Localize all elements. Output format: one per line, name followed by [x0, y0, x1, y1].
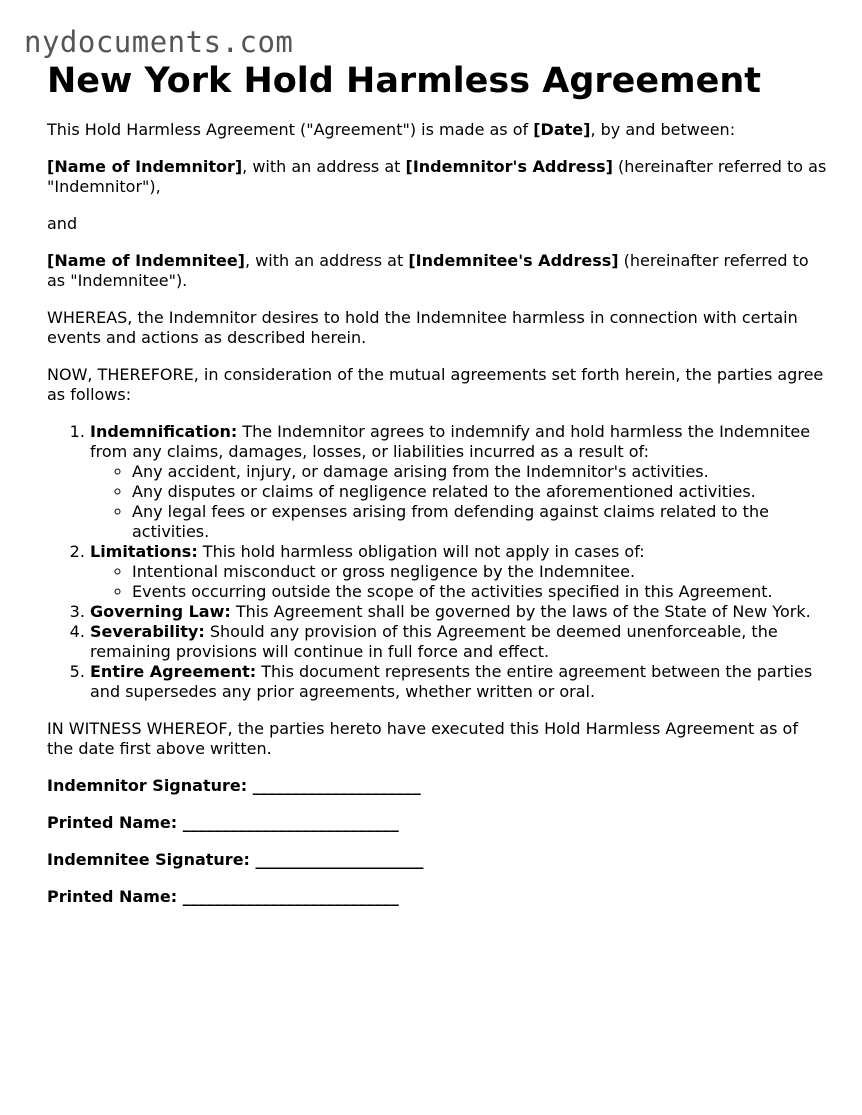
- clause-heading: Governing Law:: [90, 602, 231, 621]
- clause-heading: Entire Agreement:: [90, 662, 257, 681]
- clause-text: This document represents the entire agreement between the parties and supersedes any prior agreements, whether written or oral.: [90, 662, 813, 701]
- clause-item: [90, 662, 827, 702]
- indemnitee-name-placeholder: [Name of Indemnitee]: [47, 251, 245, 270]
- clause-text: The Indemnitor agrees to indemnify and hold harmless the Indemnitee from any claims, damages, losses, or liabilities incurred as a result of:: [90, 422, 811, 461]
- clause-item: [90, 542, 827, 602]
- indemnitor-text-2: (hereinafter referred to as "Indemnitor"),: [47, 157, 827, 196]
- subitem: ◦ Intentional misconduct or gross negligence by the Indemnitee.: [132, 562, 827, 582]
- clause-heading: Indemnification:: [90, 422, 238, 441]
- clause-heading: Limitations:: [90, 542, 198, 561]
- clause-item: [90, 602, 827, 622]
- intro-text-2: , by and between:: [590, 120, 736, 139]
- subitem: ◦ Any disputes or claims of negligence related to the aforementioned activities.: [132, 482, 827, 502]
- clause-text: This Agreement shall be governed by the laws of the State of New York.: [230, 602, 811, 621]
- subitem: ◦ Events occurring outside the scope of the activities specified in this Agreement.: [132, 582, 827, 602]
- indemnitor-signature-line[interactable]: Indemnitor Signature: _____________________: [47, 776, 421, 795]
- clause-item: [90, 422, 827, 542]
- intro-paragraph: [47, 120, 827, 140]
- witness-paragraph: IN WITNESS WHEREOF, the parties hereto have executed this Hold Harmless Agreement as of the date first above written.: [47, 719, 798, 758]
- clause-heading: Severability:: [90, 622, 205, 641]
- whereas-paragraph: WHEREAS, the Indemnitor desires to hold the Indemnitee harmless in connection with certain events and actions as described herein.: [47, 308, 798, 347]
- subitem: ◦ Any accident, injury, or damage arising from the Indemnitor's activities.: [132, 462, 827, 482]
- date-placeholder: [Date]: [533, 120, 591, 139]
- clause-item: [90, 622, 827, 662]
- intro-text-1: This Hold Harmless Agreement ("Agreement") is made as of: [47, 120, 534, 139]
- subitem: ◦ Any legal fees or expenses arising from defending against claims related to the activities.: [132, 502, 827, 542]
- clauses-list: [47, 422, 827, 702]
- indemnitee-paragraph: [47, 251, 827, 291]
- indemnitee-printed-name-line[interactable]: Printed Name: ___________________________: [47, 887, 399, 906]
- site-watermark: nydocuments.com: [24, 25, 294, 59]
- indemnitee-signature-line[interactable]: Indemnitee Signature: _____________________: [47, 850, 424, 869]
- indemnitor-name-placeholder: [Name of Indemnitor]: [47, 157, 243, 176]
- clause-text: Should any provision of this Agreement be deemed unenforceable, the remaining provisions will continue in full force and effect.: [90, 622, 778, 661]
- document-title: New York Hold Harmless Agreement: [47, 61, 761, 101]
- clause-subitems: [90, 462, 827, 542]
- clause-subitems: [90, 562, 827, 602]
- and-paragraph: and: [47, 214, 78, 233]
- indemnitee-address-placeholder: [Indemnitee's Address]: [408, 251, 619, 270]
- document-page: [47, 60, 827, 924]
- now-therefore-paragraph: NOW, THEREFORE, in consideration of the mutual agreements set forth herein, the parties agree as follows:: [47, 365, 824, 404]
- indemnitor-text-1: , with an address at: [242, 157, 406, 176]
- indemnitee-text-2: (hereinafter referred to as "Indemnitee").: [47, 251, 809, 290]
- indemnitor-address-placeholder: [Indemnitor's Address]: [405, 157, 613, 176]
- clause-text: This hold harmless obligation will not apply in cases of:: [197, 542, 645, 561]
- indemnitee-text-1: , with an address at: [244, 251, 409, 270]
- indemnitor-paragraph: [47, 157, 827, 197]
- indemnitor-printed-name-line[interactable]: Printed Name: ___________________________: [47, 813, 399, 832]
